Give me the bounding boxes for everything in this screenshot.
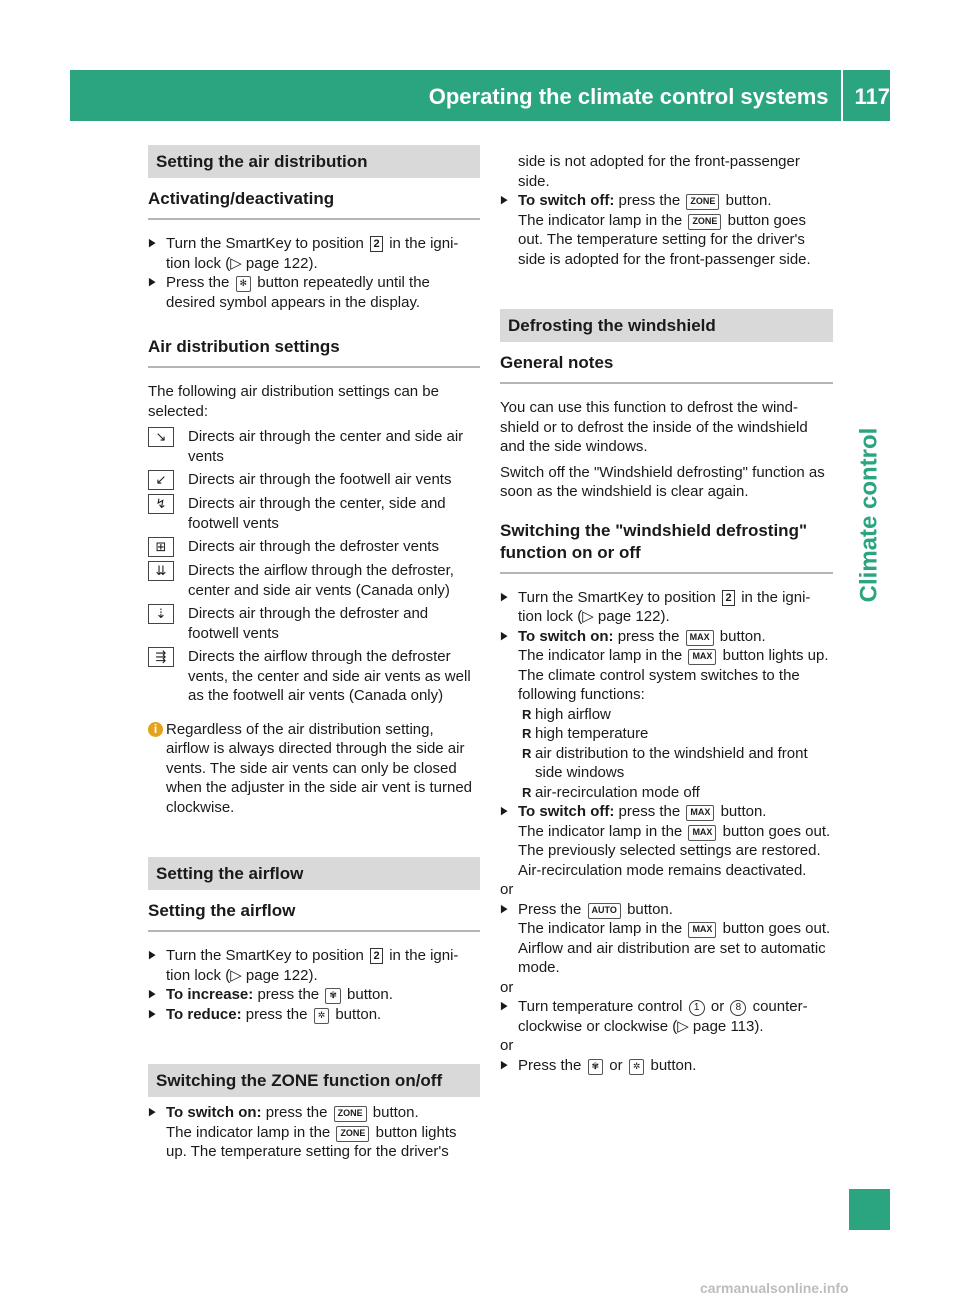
control-8-icon: 8 (730, 1000, 746, 1016)
side-label-text: Climate control (855, 427, 883, 603)
step-defrost-off: ▶ To switch off: press the MAX button. The indicator lamp in the MAX button goes out. The previously selected settings are restored. Air-recirculation mode remains deactivated. (500, 802, 833, 880)
zone-button-icon: ZONE (686, 194, 719, 210)
defrost-max-icon: MAX (688, 649, 716, 665)
step-zone-on: ▶ To switch on: press the ZONE button. The indicator lamp in the ZONE button lights up. The temperature setting for the driver's (148, 1103, 480, 1162)
or-separator: or (500, 978, 514, 996)
info-icon: i (148, 722, 163, 737)
section-heading-zone: Switching the ZONE function on/off (148, 1064, 480, 1097)
subheading-setting-airflow: Setting the airflow (148, 890, 480, 932)
function-item: R air-recirculation mode off (500, 783, 833, 803)
step-turn-key: ▶ Turn the SmartKey to position 2 in the igni-tion lock (▷ page 122). (500, 588, 833, 627)
side-tab-block (849, 1189, 890, 1230)
position-2-icon: 2 (370, 948, 383, 964)
fan-increase-icon: ✾ (325, 988, 341, 1004)
right-column (500, 152, 833, 1075)
page-header (429, 82, 890, 112)
list-item: ⇣ Directs air through the defroster and footwell vents (148, 604, 480, 643)
defrost-note-1: You can use this function to defrost the wind-shield or to defrost the inside of the windshield and the side windows. (500, 399, 808, 455)
list-item: ⇊ Directs the airflow through the defroster, center and side air vents (Canada only) (148, 561, 480, 600)
defrost-max-icon: MAX (688, 825, 716, 841)
info-note: i Regardless of the air distribution setting, airflow is always directed through the side air vents. The side air vents can only be closed when the adjuster in the side air vent is turned clockwise. (148, 720, 480, 818)
air-distribution-symbol-icon: ⊞ (148, 537, 174, 557)
zone-button-icon: ZONE (336, 1126, 369, 1142)
section-heading-air-distribution: Setting the air distribution (148, 145, 480, 178)
header-separator (841, 70, 843, 121)
step-increase: ▶ To increase: press the ✾ button. (148, 985, 480, 1005)
air-distribution-button-icon: ✻ (236, 276, 252, 292)
zone-button-icon: ZONE (334, 1106, 367, 1122)
header-title: Operating the climate control systems (428, 84, 829, 109)
defrost-max-icon: MAX (688, 922, 716, 938)
air-distribution-symbol-icon: ⇣ (148, 604, 174, 624)
position-2-icon: 2 (722, 590, 735, 606)
step-turn-temperature: ▶ Turn temperature control 1 or 8 counter-clockwise or clockwise (▷ page 113). (500, 997, 833, 1036)
side-section-label (854, 427, 884, 603)
air-distribution-symbol-icon: ⇶ (148, 647, 174, 667)
list-item: ⊞ Directs air through the defroster vents (148, 537, 480, 557)
step-defrost-on: ▶ To switch on: press the MAX button. The indicator lamp in the MAX button lights up. The climate control system switches to the following functions: (500, 627, 833, 705)
subheading-air-distribution-settings: Air distribution settings (148, 326, 480, 368)
function-item: R high temperature (500, 724, 833, 744)
watermark: carmanualsonline.info (700, 1280, 849, 1296)
fan-reduce-icon: ✲ (314, 1008, 330, 1024)
defrost-max-icon: MAX (686, 630, 714, 646)
step-turn-key: ▶ Turn the SmartKey to position 2 in the igni-tion lock (▷ page 122). (148, 946, 480, 985)
or-separator: or (500, 1037, 514, 1054)
subheading-general-notes: General notes (500, 342, 833, 384)
list-item: ⇶ Directs the airflow through the defroster vents, the center and side air vents as well as the footwell air vents (Canada only) (148, 647, 480, 706)
page-number: 117 (854, 84, 890, 109)
air-distribution-symbol-icon: ↯ (148, 494, 174, 514)
step-turn-key: ▶ Turn the SmartKey to position 2 in the igni-tion lock (▷ page 122). (148, 234, 480, 273)
auto-button-icon: AUTO (588, 903, 621, 919)
fan-reduce-icon: ✲ (629, 1059, 645, 1075)
step-press-auto: ▶ Press the AUTO button. The indicator lamp in the MAX button goes out. Airflow and air distribution are set to automatic mode. (500, 900, 833, 978)
zone-continued: side is not adopted for the front-passenger side. (518, 153, 800, 190)
step-zone-off: ▶ To switch off: press the ZONE button. The indicator lamp in the ZONE button goes out. The temperature setting for the driver's side is adopted for the front-passenger side. (500, 191, 833, 269)
section-heading-airflow: Setting the airflow (148, 857, 480, 890)
fan-increase-icon: ✾ (588, 1059, 604, 1075)
control-1-icon: 1 (689, 1000, 705, 1016)
position-2-icon: 2 (370, 236, 383, 252)
defrost-max-icon: MAX (686, 805, 714, 821)
zone-button-icon: ZONE (688, 214, 721, 230)
air-distribution-symbol-icon: ⇊ (148, 561, 174, 581)
list-item: ↯ Directs air through the center, side and footwell vents (148, 494, 480, 533)
defrost-note-2: Switch off the "Windshield defrosting" function as soon as the windshield is clear again. (500, 463, 825, 500)
air-distribution-symbol-icon: ↙ (148, 470, 174, 490)
air-distribution-symbol-icon: ↘ (148, 427, 174, 447)
function-item: R high airflow (500, 705, 833, 725)
list-item: ↙ Directs air through the footwell air vents (148, 470, 480, 490)
step-press-fan: ▶ Press the ✾ or ✲ button. (500, 1056, 833, 1076)
step-reduce: ▶ To reduce: press the ✲ button. (148, 1005, 480, 1025)
subheading-switch-defrost: Switching the "windshield defrosting" function on or off (500, 510, 833, 574)
left-column (148, 145, 480, 1162)
section-heading-defrost: Defrosting the windshield (500, 309, 833, 342)
function-item: R air distribution to the windshield and front side windows (500, 744, 833, 783)
list-item: ↘ Directs air through the center and side air vents (148, 427, 480, 466)
subheading-activating: Activating/deactivating (148, 178, 480, 220)
or-separator: or (500, 881, 514, 898)
air-distribution-intro: The following air distribution settings can be selected: (148, 383, 439, 420)
air-distribution-list (148, 427, 480, 706)
step-press-button: ▶ Press the ✻ button repeatedly until the desired symbol appears in the display. (148, 273, 480, 312)
